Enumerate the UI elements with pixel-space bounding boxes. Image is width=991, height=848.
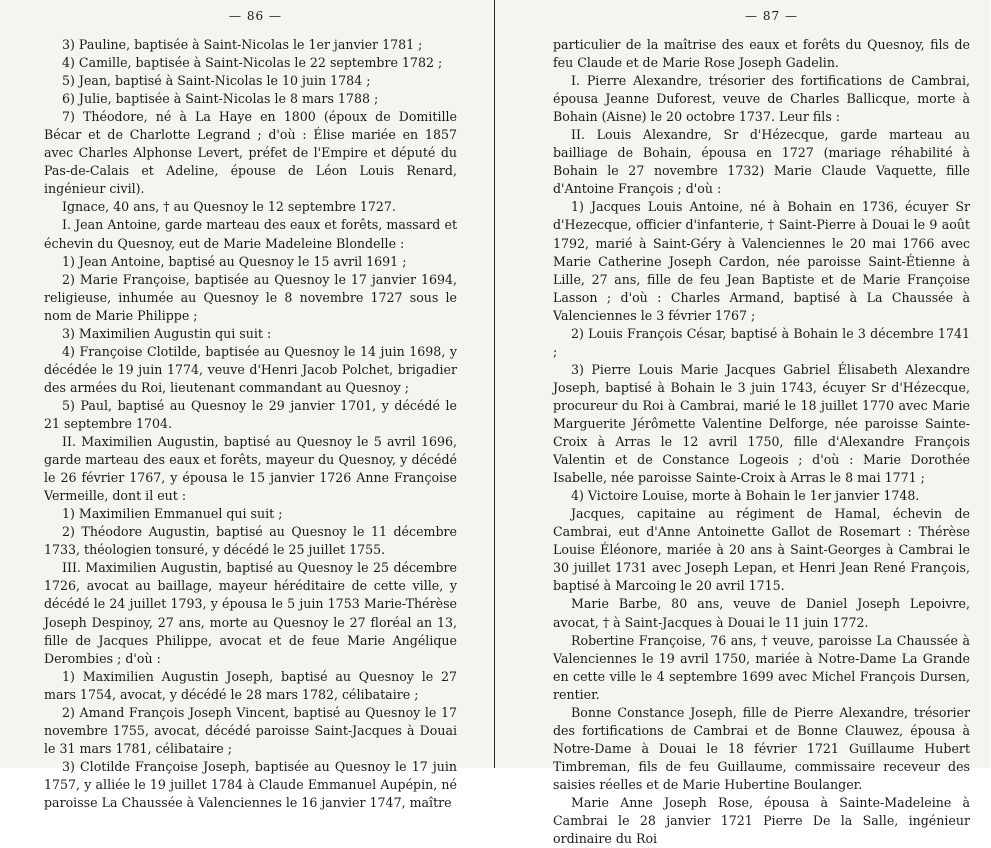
paragraph: Robertine Françoise, 76 ans, † veuve, paroisse La Chaussée à Valenciennes le 19 avril 1750, mariée à Notre-Dame La Grande en cette ville le 4 septembre 1699 avec Michel François Dursen, rentier. bbox=[553, 632, 970, 702]
paragraph: 5) Jean, baptisé à Saint-Nicolas le 10 juin 1784 ; bbox=[62, 73, 371, 89]
page-number: — 87 — bbox=[745, 9, 798, 23]
right-page bbox=[495, 0, 990, 847]
paragraph: 3) Pierre Louis Marie Jacques Gabriel Élisabeth Alexandre Joseph, baptisé à Bohain le 3 juin 1743, écuyer Sr d'Hézecque, procureur du Roi à Cambrai, marié le 18 juillet 1770 avec Marie Marguerite Jérômette Valentine Delforge, née paroisse Sainte-Croix à Arras le 12 avril 1750, fille d'Alexandre François Valentin et de Constance Logeois ; d'où : Marie Dorothée Isabelle, née paroisse Sainte-Croix à Arras le 8 mai 1771 ; bbox=[553, 361, 970, 486]
paragraph: III. Maximilien Augustin, baptisé au Quesnoy le 25 décembre 1726, avocat au baillage, mayeur héréditaire de cette ville, y décédé le 24 juillet 1793, y épousa le 5 juin 1753 Marie-Thérèse Joseph Despinoy, 27 ans, morte au Quesnoy le 27 floréal an 13, fille de Jacques Philippe, avocat et de feue Marie Angélique Derombies ; d'où : bbox=[44, 560, 457, 666]
paragraph: 1) Maximilien Emmanuel qui suit ; bbox=[62, 506, 283, 522]
paragraph: II. Louis Alexandre, Sr d'Hézecque, garde marteau au bailliage de Bohain, épousa en 1727 (mariage réhabilité à Bohain le 27 novembre 1732) Marie Claude Vaquette, fille d'Antoine François ; d'où : bbox=[553, 127, 970, 197]
paragraph: 3) Clotilde Françoise Joseph, baptisée au Quesnoy le 17 juin 1757, y alliée le 19 juillet 1784 à Claude Emmanuel Aupépin, né paroisse La Chaussée à Valenciennes le 16 janvier 1747, maître bbox=[44, 758, 457, 810]
paragraph: I. Pierre Alexandre, trésorier des fortifications de Cambrai, épousa Jeanne Duforest, veuve de Charles Ballicque, morte à Bohain (Aisne) le 20 octobre 1737. Leur fils : bbox=[553, 73, 970, 125]
paragraph: 4) Françoise Clotilde, baptisée au Quesnoy le 14 juin 1698, y décédée le 19 juin 1774, veuve d'Henri Jacob Polchet, brigadier des armées du Roi, lieutenant commandant au Quesnoy ; bbox=[44, 343, 457, 395]
paragraph: Marie Barbe, 80 ans, veuve de Daniel Joseph Lepoivre, avocat, † à Saint-Jacques à Douai le 11 juin 1772. bbox=[553, 596, 970, 630]
paragraph: Marie Anne Joseph Rose, épousa à Sainte-Madeleine à Cambrai le 28 janvier 1721 Pierre De la Salle, ingénieur ordinaire du Roi bbox=[553, 794, 970, 847]
paragraph: 1) Maximilien Augustin Joseph, baptisé au Quesnoy le 27 mars 1754, avocat, y décédé le 28 mars 1782, célibataire ; bbox=[44, 668, 457, 702]
paragraph: 2) Théodore Augustin, baptisé au Quesnoy le 11 décembre 1733, théologien tonsuré, y décédé le 25 juillet 1755. bbox=[44, 524, 457, 558]
paragraph: 6) Julie, baptisée à Saint-Nicolas le 8 mars 1788 ; bbox=[62, 91, 379, 107]
paragraph: Jacques, capitaine au régiment de Hamal, échevin de Cambrai, eut d'Anne Antoinette Gallot de Rosemart : Thérèse Louise Éléonore, mariée à 20 ans à Saint-Georges à Cambrai le 30 juillet 1731 avec Joseph Lepan, et Henri Jean René François, baptisé à Marcoing le 20 avril 1715. bbox=[553, 506, 970, 594]
paragraph: II. Maximilien Augustin, baptisé au Quesnoy le 5 avril 1696, garde marteau des eaux et forêts, mayeur du Quesnoy, y décédé le 26 février 1767, y épousa le 15 janvier 1726 Anne Françoise Vermeille, dont il eut : bbox=[44, 434, 457, 504]
paragraph: 2) Amand François Joseph Vincent, baptisé au Quesnoy le 17 novembre 1755, avocat, décédé paroisse Saint-Jacques à Douai le 31 mars 1781, célibataire ; bbox=[44, 704, 457, 756]
paragraph: 7) Théodore, né à La Haye en 1800 (époux de Domitille Bécar et de Charlotte Legrand ; d'où : Élise mariée en 1857 avec Charles Alphonse Levert, préfet de l'Empire et député du Pas-de-Calais et Adeline, épouse de Léon Louis Renard, ingénieur civil). bbox=[44, 109, 457, 197]
paragraph: Bonne Constance Joseph, fille de Pierre Alexandre, trésorier des fortifications de Cambrai et de Bonne Clauwez, épousa à Notre-Dame à Douai le 18 février 1721 Guillaume Hubert Timbreman, fils de feu Guillaume, commissaire receveur des saisies réelles et de Marie Hubertine Boulanger. bbox=[553, 704, 970, 792]
page-number: — 86 — bbox=[229, 9, 282, 23]
paragraph: 4) Victoire Louise, morte à Bohain le 1er janvier 1748. bbox=[571, 488, 920, 504]
paragraph: 2) Marie Françoise, baptisée au Quesnoy le 17 janvier 1694, religieuse, inhumée au Quesnoy le 8 novembre 1727 sous le nom de Marie Philippe ; bbox=[44, 271, 457, 323]
paragraph: I. Jean Antoine, garde marteau des eaux et forêts, massard et échevin du Quesnoy, eut de Marie Madeleine Blondelle : bbox=[44, 217, 457, 251]
paragraph: 3) Maximilien Augustin qui suit : bbox=[62, 325, 272, 341]
paragraph: 2) Louis François César, baptisé à Bohain le 3 décembre 1741 ; bbox=[553, 325, 970, 359]
paragraph: 5) Paul, baptisé au Quesnoy le 29 janvier 1701, y décédé le 21 septembre 1704. bbox=[44, 397, 457, 431]
paragraph: 3) Pauline, baptisée à Saint-Nicolas le 1er janvier 1781 ; bbox=[62, 37, 423, 52]
page-text bbox=[553, 36, 970, 848]
paragraph: 1) Jacques Louis Antoine, né à Bohain en 1736, écuyer Sr d'Hezecque, officier d'infanterie, † Saint-Pierre à Douai le 9 août 1792, marié à Saint-Géry à Valenciennes le 20 mai 1766 avec Marie Catherine Joseph Cardon, née paroisse Saint-Étienne à Lille, 27 ans, fille de feu Jean Baptiste et de Marie Françoise Lasson ; d'où : Charles Armand, baptisé à La Chaussée à Valenciennes le 3 février 1767 ; bbox=[553, 199, 970, 323]
paragraph: 4) Camille, baptisée à Saint-Nicolas le 22 septembre 1782 ; bbox=[62, 55, 443, 71]
page-text bbox=[44, 36, 457, 812]
paragraph: particulier de la maîtrise des eaux et forêts du Quesnoy, fils de feu Claude et de Marie Rose Joseph Gadelin. bbox=[553, 37, 970, 71]
left-page bbox=[0, 0, 495, 810]
paragraph: 1) Jean Antoine, baptisé au Quesnoy le 15 avril 1691 ; bbox=[62, 253, 407, 269]
paragraph: Ignace, 40 ans, † au Quesnoy le 12 septembre 1727. bbox=[62, 199, 396, 215]
